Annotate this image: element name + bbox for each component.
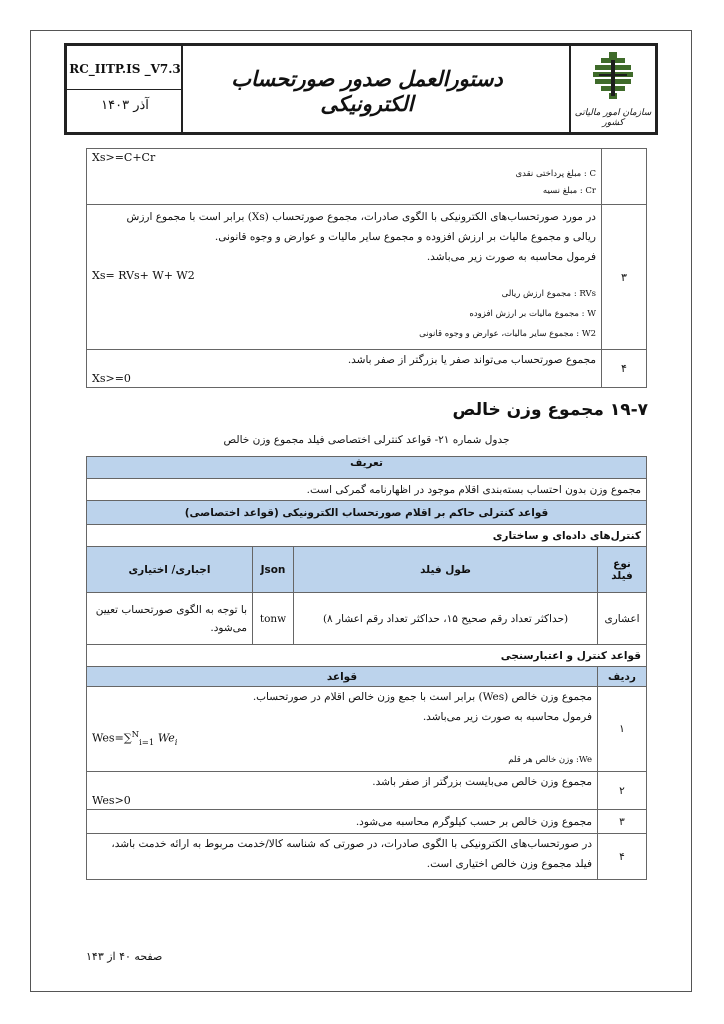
rule-text: فرمول محاسبه به صورت زیر می‌باشد.: [426, 251, 596, 263]
validation-title: قواعد کنترل و اعتبارسنجی: [87, 645, 647, 667]
table-row: [87, 501, 647, 525]
table-row: [87, 645, 647, 667]
code-divider: [67, 89, 183, 90]
col-row: ردیف: [598, 667, 647, 687]
definition-c: C : مبلغ پرداختی نقدی: [515, 169, 596, 179]
rule-number: ۴: [598, 834, 647, 880]
net-weight-rules-table: [86, 456, 647, 880]
rules-header: قواعد کنترلی حاکم بر اقلام صورتحساب الکترونیکی (قواعد اختصاصی): [87, 501, 647, 525]
rule-cell: [87, 149, 602, 205]
data-controls-title: کنترل‌های داده‌ای و ساختاری: [87, 525, 647, 547]
rule-text: فرمول محاسبه به صورت زیر می‌باشد.: [422, 711, 592, 723]
sum-formula: Wes=∑$^N_{i=1}$ $We_i$: [92, 730, 178, 748]
field-required: با توجه به الگوی صورتحساب تعیین می‌شود.: [87, 593, 253, 645]
rule-cell: [87, 834, 598, 880]
formula: Xs>=0: [92, 372, 131, 385]
col-rules: قواعد: [87, 667, 598, 687]
document-code-box: [67, 46, 183, 132]
formula: Wes>0: [92, 794, 131, 807]
table-row: [87, 479, 647, 501]
definition: We: وزن خالص هر قلم: [508, 754, 592, 765]
rule-text: در مورد صورتحساب‌های الکترونیکی با الگوی صادرات، مجموع صورتحساب (Xs) برابر است با مجموع ارزش: [126, 211, 596, 223]
definition-cr: Cr : مبلغ نسیه: [542, 186, 596, 196]
table-row: [87, 834, 647, 880]
rule-number: ۳: [598, 810, 647, 834]
rule-text: مجموع وزن خالص بر حسب کیلوگرم محاسبه می‌شود.: [87, 810, 598, 834]
col-length: طول فیلد: [294, 547, 598, 593]
formula: Xs>=C+Cr: [92, 151, 156, 164]
formula: Xs= RVs+ W+ W2: [92, 269, 195, 282]
col-required: اجباری/ اختیاری: [87, 547, 253, 593]
rule-text: در صورتحساب‌های الکترونیکی با الگوی صادرات، در صورتی که شناسه کالا/خدمت مربوط به ارائه خدمت باشد،: [111, 838, 592, 850]
rule-cell: [87, 350, 602, 388]
definition: W2 : مجموع سایر مالیات، عوارض و وجوه قانونی: [419, 329, 596, 339]
table-row: [87, 205, 647, 350]
col-type: نوع فیلد: [598, 547, 647, 593]
col-json: Json: [253, 547, 294, 593]
table-row: [87, 350, 647, 388]
rule-cell: [87, 205, 602, 350]
table-row: [87, 687, 647, 772]
table-row: [87, 149, 647, 205]
document-date: آذر ۱۴۰۳: [101, 98, 149, 113]
page-header: [64, 43, 658, 135]
rule-text: ریالی و مجموع مالیات بر ارزش افزوده و مجموع سایر مالیات و عوارض و وجوه قانونی.: [214, 231, 596, 243]
row-number-cell: ۳: [602, 205, 647, 350]
top-rules-table: [86, 148, 647, 388]
definition-header: تعریف: [87, 457, 647, 479]
document-title: دستورالعمل صدور صورتحساب الکترونیکی: [231, 66, 503, 116]
field-length: (حداکثر تعداد رقم صحیح ۱۵، حداکثر تعداد رقم اعشار ۸): [294, 593, 598, 645]
rule-cell: [87, 687, 598, 772]
table-row: [87, 810, 647, 834]
definition: W : مجموع مالیات بر ارزش افزوده: [469, 309, 596, 319]
rule-number: ۲: [598, 772, 647, 810]
field-json: tonw: [253, 593, 294, 645]
tax-organization-emblem-icon: [593, 52, 633, 104]
rule-text: مجموع وزن خالص (Wes) برابر است با جمع وزن خالص اقلام در صورتحساب.: [252, 691, 592, 703]
rule-text: مجموع وزن خالص می‌بایست بزرگتر از صفر باشد.: [372, 776, 592, 788]
table-caption: جدول شماره ۲۱- قواعد کنترلی اختصاصی فیلد مجموع وزن خالص: [223, 434, 510, 446]
table-row: [87, 593, 647, 645]
row-number-cell: ۴: [602, 350, 647, 388]
organization-name: سازمان امور مالیاتی کشور: [574, 108, 652, 128]
rule-cell: [87, 772, 598, 810]
table-row: [87, 525, 647, 547]
section-title: ۱۹-۷ مجموع وزن خالص: [452, 400, 648, 420]
table-row: [87, 547, 647, 593]
row-number-cell: [602, 149, 647, 205]
rule-text: فیلد مجموع وزن خالص اختیاری است.: [426, 858, 592, 870]
rule-number: ۱: [598, 687, 647, 772]
definition: RVs : مجموع ارزش ریالی: [501, 289, 596, 299]
definition-text: مجموع وزن بدون احتساب بسته‌بندی اقلام موجود در اظهارنامه گمرکی است.: [87, 479, 647, 501]
table-row: [87, 772, 647, 810]
table-row: [87, 457, 647, 479]
rule-text: مجموع صورتحساب می‌تواند صفر یا بزرگتر از صفر باشد.: [347, 354, 596, 366]
page-number: صفحه ۴۰ از ۱۴۳: [86, 950, 163, 963]
table-row: [87, 667, 647, 687]
logo-box: [569, 46, 655, 132]
field-type: اعشاری: [598, 593, 647, 645]
document-code: RC_IITP.IS _V7.3: [69, 62, 181, 76]
